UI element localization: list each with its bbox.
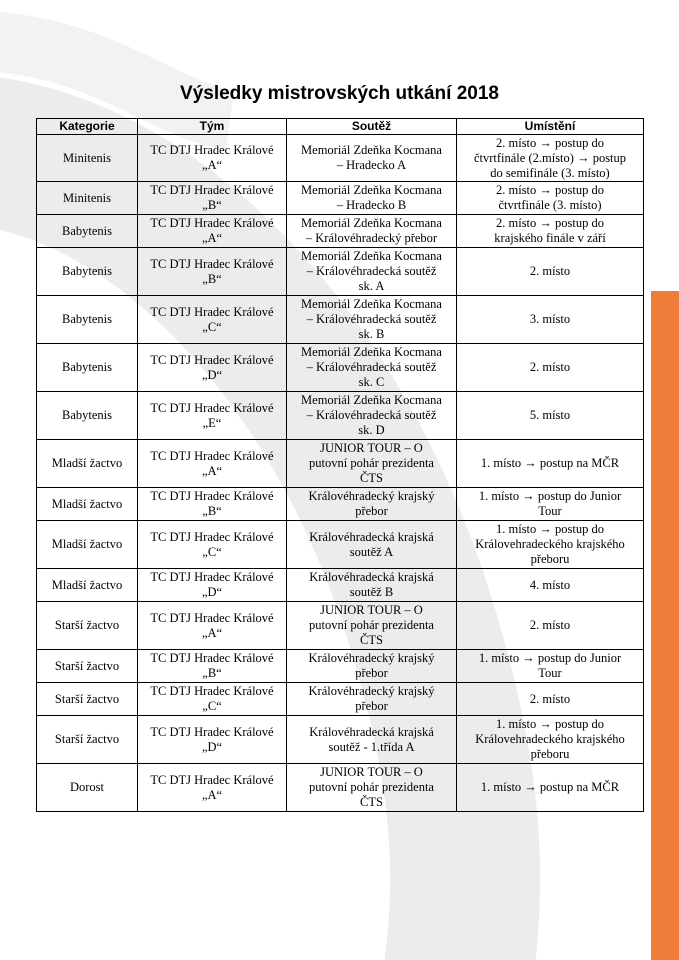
cell-placement [457,392,644,440]
cell-category-text: Starší žactvo [54,658,120,673]
cell-competition [287,344,457,392]
cell-placement [457,296,644,344]
table-row [37,248,644,296]
cell-category-text: Mladší žactvo [51,496,123,511]
cell-team-text: TC DTJ Hradec Králové „B“ [150,183,274,212]
cell-competition [287,716,457,764]
cell-category-text: Babytenis [62,408,112,422]
cell-placement [457,440,644,488]
table-row [37,716,644,764]
cell-category-text: Starší žactvo [54,691,120,706]
cell-competition [287,135,457,182]
cell-competition-text: Královéhradecký krajský přebor [308,651,435,680]
cell-competition [287,488,457,521]
cell-category [37,602,138,650]
cell-placement [457,716,644,764]
cell-category-text: Babytenis [62,312,112,326]
cell-team [138,716,287,764]
cell-competition-text: JUNIOR TOUR – O putovní pohár prezidenta ČTS [309,441,434,485]
cell-category-text: Starší žactvo [54,732,120,746]
cell-category [37,650,138,683]
cell-placement [457,521,644,569]
cell-competition [287,683,457,716]
cell-competition [287,569,457,602]
cell-competition-text: Královéhradecký krajský přebor [308,684,435,713]
cell-category [37,440,138,488]
cell-competition [287,521,457,569]
cell-team [138,650,287,683]
table-row [37,135,644,182]
cell-competition-text: Memoriál Zdeňka Kocmana – Hradecko A [301,143,442,172]
cell-placement [457,215,644,248]
table-row [37,683,644,716]
cell-competition-text: Královéhradecký krajský přebor [308,489,435,518]
cell-category-text: Minitenis [63,150,111,165]
cell-team-text: TC DTJ Hradec Králové „D“ [150,724,274,754]
cell-competition [287,764,457,812]
table-row [37,488,644,521]
cell-team [138,215,287,248]
header-placement: Umístění [457,119,644,135]
cell-team-text: TC DTJ Hradec Králové „B“ [150,489,274,518]
cell-competition-text: Memoriál Zdeňka Kocmana – Hradecko B [301,183,442,212]
header-competition: Soutěž [287,119,457,135]
results-table [36,118,644,812]
cell-competition-text: Memoriál Zdeňka Kocmana – Královéhradecká soutěž sk. B [301,297,442,341]
header-team: Tým [138,119,287,135]
cell-placement [457,182,644,215]
cell-competition-text: JUNIOR TOUR – O putovní pohár prezidenta ČTS [309,603,434,647]
cell-category-text: Minitenis [63,190,111,205]
cell-placement-text: 1. místo → postup na MČR [480,780,620,794]
cell-team [138,344,287,392]
cell-team-text: TC DTJ Hradec Králové „A“ [150,216,274,245]
cell-placement-text: 2. místo → postup do čtvrtfinále (3. místo) [496,183,604,212]
cell-team [138,440,287,488]
table-row [37,392,644,440]
cell-placement-text: 2. místo → postup do čtvrtfinále (2.místo) → postup do semifinále (3. místo) [473,135,627,180]
cell-placement-text: 2. místo [529,264,571,278]
cell-team-text: TC DTJ Hradec Králové „A“ [150,610,274,640]
cell-competition-text: Královéhradecká krajská soutěž A [309,529,434,559]
cell-competition-text: JUNIOR TOUR – O putovní pohár prezidenta ČTS [309,765,434,809]
cell-competition [287,602,457,650]
cell-placement-text: 1. místo → postup na MČR [480,456,620,470]
cell-placement [457,602,644,650]
cell-placement-text: 1. místo → postup do Královehradeckého krajského přeboru [475,522,625,566]
cell-team-text: TC DTJ Hradec Králové „C“ [150,304,274,334]
cell-category [37,248,138,296]
cell-team [138,764,287,812]
table-row [37,296,644,344]
cell-category [37,488,138,521]
cell-placement-text: 2. místo [529,618,571,632]
cell-placement-text: 2. místo [529,691,571,706]
orange-side-bar [651,291,679,960]
cell-team [138,296,287,344]
cell-category [37,764,138,812]
cell-team [138,488,287,521]
cell-category-text: Babytenis [62,223,112,238]
cell-competition-text: Královéhradecká krajská soutěž B [309,570,434,599]
cell-placement [457,488,644,521]
cell-category-text: Starší žactvo [54,618,120,632]
cell-placement-text: 2. místo [529,360,571,374]
cell-competition [287,296,457,344]
cell-placement [457,569,644,602]
cell-category [37,521,138,569]
cell-category-text: Dorost [69,780,105,794]
cell-placement-text: 1. místo → postup do Junior Tour [478,651,622,680]
cell-team-text: TC DTJ Hradec Králové „A“ [150,448,274,478]
cell-team [138,135,287,182]
cell-team-text: TC DTJ Hradec Králové „B“ [150,651,274,680]
cell-placement-text: 3. místo [529,312,571,326]
cell-competition [287,392,457,440]
cell-competition-text: Memoriál Zdeňka Kocmana – Královéhradecká soutěž sk. D [301,393,442,437]
cell-team [138,392,287,440]
cell-category [37,569,138,602]
cell-team-text: TC DTJ Hradec Králové „E“ [150,400,274,430]
cell-placement [457,248,644,296]
cell-category-text: Mladší žactvo [51,577,123,592]
table-row [37,650,644,683]
cell-placement [457,135,644,182]
cell-placement [457,683,644,716]
cell-team [138,182,287,215]
cell-team [138,602,287,650]
table-row [37,764,644,812]
table-row [37,182,644,215]
cell-competition-text: Memoriál Zdeňka Kocmana – Královéhradecká soutěž sk. C [301,345,442,389]
cell-team [138,248,287,296]
cell-placement [457,344,644,392]
cell-placement-text: 2. místo → postup do krajského finále v září [494,216,606,245]
cell-category [37,344,138,392]
cell-category [37,392,138,440]
cell-placement-text: 1. místo → postup do Královehradeckého krajského přeboru [475,717,625,761]
cell-competition [287,650,457,683]
cell-team-text: TC DTJ Hradec Králové „D“ [150,570,274,599]
cell-competition [287,215,457,248]
cell-category-text: Babytenis [62,264,112,278]
cell-team-text: TC DTJ Hradec Králové „A“ [150,143,274,172]
cell-category-text: Mladší žactvo [51,456,123,470]
cell-competition-text: Královéhradecká krajská soutěž - 1.třída A [309,724,434,754]
cell-category [37,683,138,716]
cell-competition [287,440,457,488]
cell-placement-text: 5. místo [529,408,571,422]
cell-team [138,569,287,602]
cell-placement [457,650,644,683]
cell-team-text: TC DTJ Hradec Králové „B“ [150,256,274,286]
cell-placement-text: 4. místo [529,577,571,592]
table-row [37,440,644,488]
cell-category [37,135,138,182]
cell-category [37,215,138,248]
cell-team-text: TC DTJ Hradec Králové „A“ [150,772,274,802]
cell-placement [457,764,644,812]
table-row [37,602,644,650]
table-row [37,569,644,602]
cell-competition [287,182,457,215]
cell-category [37,716,138,764]
cell-team-text: TC DTJ Hradec Králové „D“ [150,352,274,382]
cell-category-text: Babytenis [62,360,112,374]
table-row [37,215,644,248]
cell-competition-text: Memoriál Zdeňka Kocmana – Královéhradecký přebor [301,216,442,245]
table-row [37,521,644,569]
cell-competition [287,248,457,296]
cell-placement-text: 1. místo → postup do Junior Tour [478,489,622,518]
cell-category [37,182,138,215]
page-title: Výsledky mistrovských utkání 2018 [180,83,499,104]
table-header-row [37,119,644,135]
cell-team [138,683,287,716]
cell-team-text: TC DTJ Hradec Králové „C“ [150,684,274,713]
cell-category-text: Mladší žactvo [51,537,123,551]
cell-competition-text: Memoriál Zdeňka Kocmana – Královéhradecká soutěž sk. A [301,249,442,293]
cell-team-text: TC DTJ Hradec Králové „C“ [150,529,274,559]
cell-category [37,296,138,344]
table-row [37,344,644,392]
header-category: Kategorie [37,119,138,135]
cell-team [138,521,287,569]
